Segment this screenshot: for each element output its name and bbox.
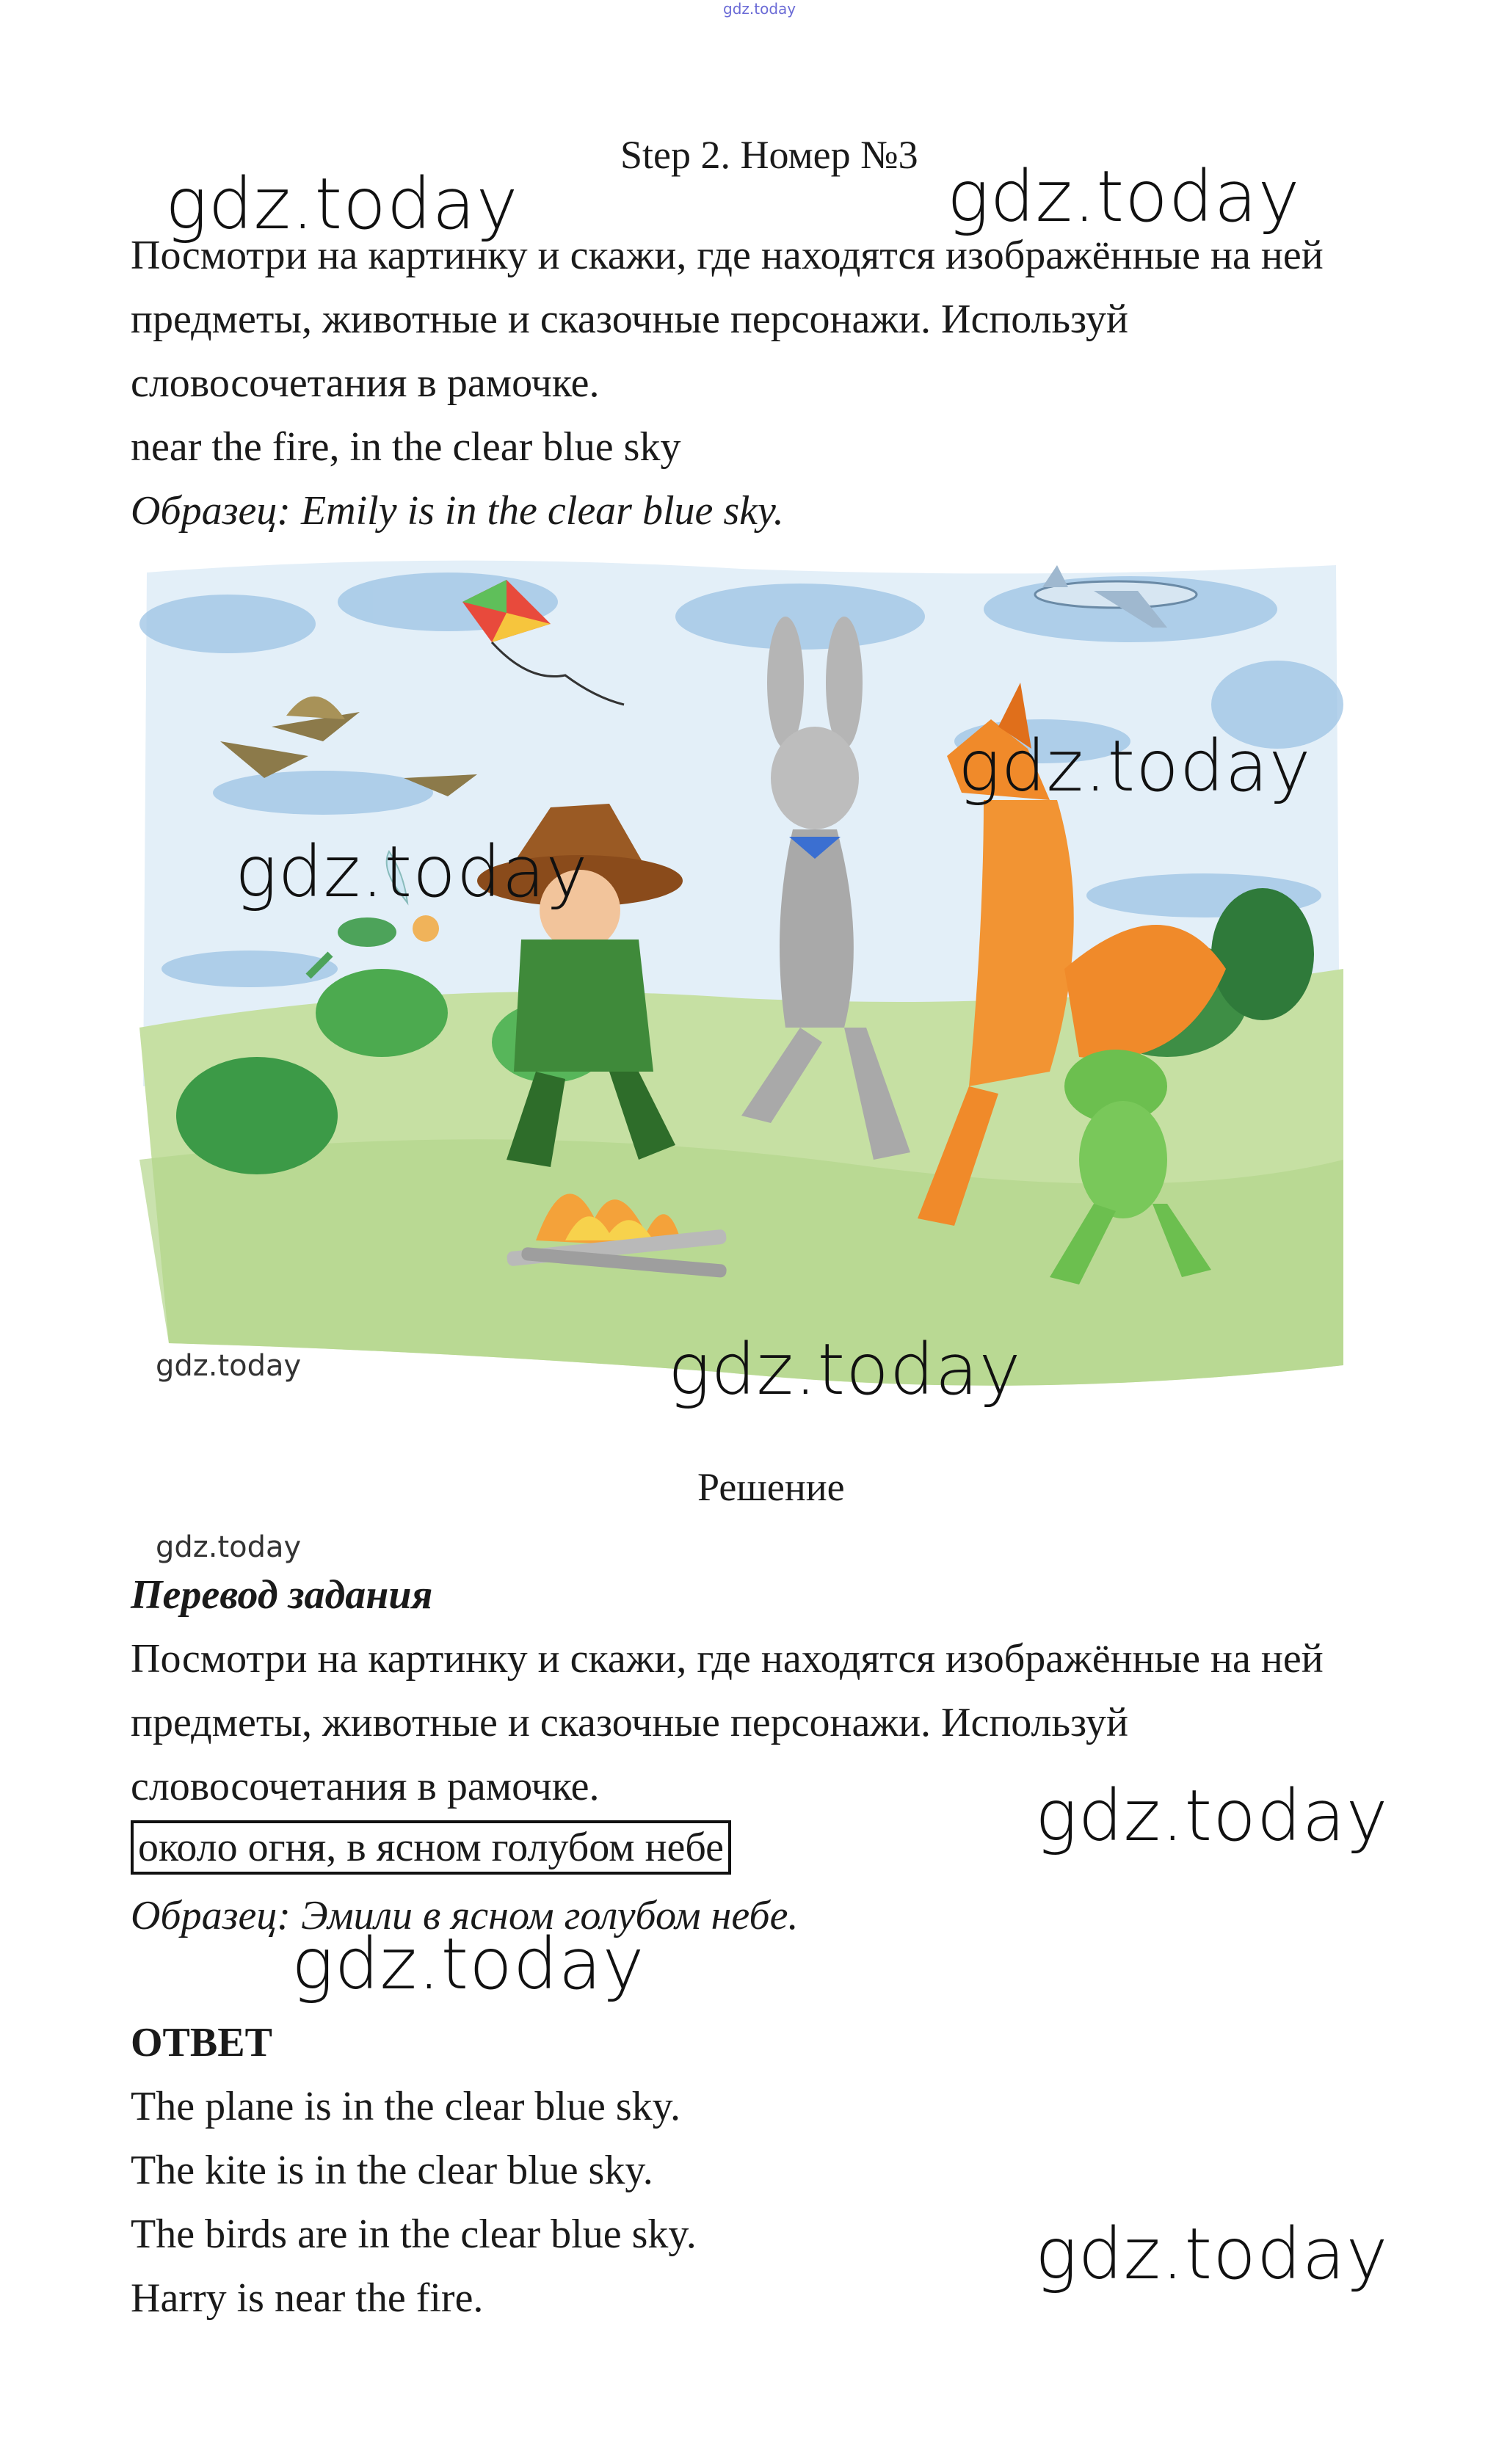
watermark: gdz.today <box>958 725 1312 807</box>
page-title: Step 2. Номер №3 <box>620 133 918 177</box>
answer-line: Harry is near the fire. <box>131 2275 484 2321</box>
translation-line: предметы, животные и сказочные персонажи. Используй <box>131 1700 1128 1745</box>
translation-line: словосочетания в рамочке. <box>131 1764 600 1809</box>
translation-heading: Перевод задания <box>131 1572 433 1618</box>
task-line: словосочетания в рамочке. <box>131 360 600 406</box>
phrase-box-text: near the fire, in the clear blue sky <box>131 424 681 470</box>
translation-line: Посмотри на картинку и скажи, где находятся изображённые на ней <box>131 1636 1324 1682</box>
watermark: gdz.today <box>165 163 519 245</box>
watermark: gdz.today <box>947 156 1301 238</box>
example-translation: Образец: Эмили в ясном голубом небе. <box>131 1893 799 1938</box>
boxed-phrases: около огня, в ясном голубом небе <box>131 1820 731 1875</box>
watermark: gdz.today <box>291 1923 645 2005</box>
watermark: gdz.today <box>156 1349 302 1383</box>
site-mark: gdz.today <box>723 0 796 18</box>
watermark: gdz.today <box>235 831 589 913</box>
answer-line: The birds are in the clear blue sky. <box>131 2212 697 2257</box>
watermark: gdz.today <box>156 1530 302 1564</box>
watermark: gdz.today <box>1035 2213 1389 2295</box>
answer-heading: ОТВЕТ <box>131 2020 272 2065</box>
watermark: gdz.today <box>1035 1775 1389 1857</box>
answer-line: The plane is in the clear blue sky. <box>131 2084 680 2129</box>
task-line: предметы, животные и сказочные персонажи. Используй <box>131 297 1128 342</box>
story-illustration <box>139 558 1343 1424</box>
task-line: Посмотри на картинку и скажи, где находятся изображённые на ней <box>131 233 1324 278</box>
example-text: Образец: Emily is in the clear blue sky. <box>131 488 784 534</box>
solution-label: Решение <box>697 1465 845 1509</box>
watermark: gdz.today <box>668 1329 1022 1411</box>
answer-line: The kite is in the clear blue sky. <box>131 2148 653 2193</box>
